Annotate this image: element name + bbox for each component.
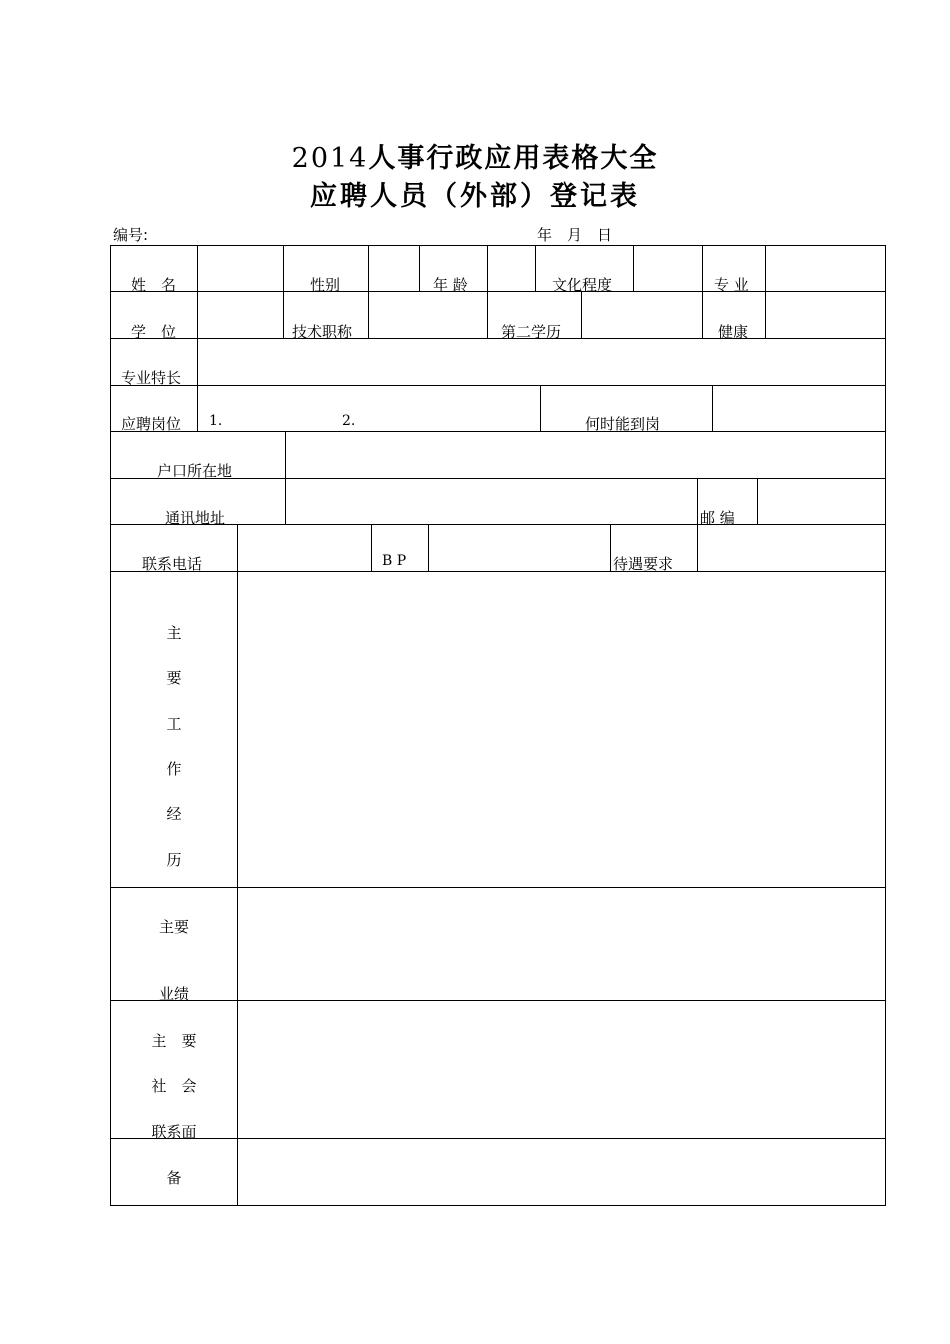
page-title (0, 136, 950, 175)
gender-field[interactable] (369, 246, 418, 291)
title-main: 人事行政应用表格大全 (368, 143, 659, 174)
date-label: 年 月 日 (537, 226, 613, 244)
specialty-field[interactable] (198, 339, 884, 385)
health-label: 健康 (718, 323, 749, 341)
hukou-label: 户口所在地 (157, 462, 233, 480)
social-label-2: 社 会 (151, 1077, 197, 1095)
work-label-char-4: 作 (166, 760, 182, 778)
degree-field[interactable] (198, 292, 282, 338)
technical-title-label: 技术职称 (292, 323, 353, 341)
start-date-label: 何时能到岗 (585, 415, 661, 433)
major-label: 专 业 (714, 276, 749, 294)
technical-title-field[interactable] (369, 292, 486, 338)
specialty-label: 专业特长 (121, 369, 182, 387)
achievements-label-1: 主要 (158, 918, 189, 936)
work-label-char-2: 要 (166, 669, 182, 687)
position-label: 应聘岗位 (121, 415, 182, 433)
postcode-field[interactable] (758, 479, 884, 524)
social-label-3: 联系面 (151, 1123, 197, 1141)
work-label-char-5: 经 (166, 805, 182, 823)
work-label-char-1: 主 (166, 624, 182, 642)
second-degree-label: 第二学历 (501, 323, 562, 341)
position-option-1[interactable]: 1. (209, 413, 223, 429)
remarks-field[interactable] (238, 1139, 884, 1205)
number-label: 编号: (113, 226, 149, 244)
bp-field[interactable] (429, 525, 609, 571)
name-label: 姓 名 (131, 276, 177, 294)
education-field[interactable] (634, 246, 701, 291)
position-option-2[interactable]: 2. (342, 413, 356, 429)
degree-label: 学 位 (131, 323, 177, 341)
remarks-label: 备 (166, 1169, 182, 1187)
social-connections-field[interactable] (238, 1001, 884, 1138)
page-subtitle: 应聘人员（外部）登记表 (310, 181, 640, 212)
work-label-char-3: 工 (166, 715, 182, 733)
achievements-field[interactable] (238, 888, 884, 1000)
second-degree-field[interactable] (582, 292, 701, 338)
start-date-field[interactable] (713, 386, 884, 431)
phone-label: 联系电话 (142, 555, 203, 573)
education-label: 文化程度 (552, 276, 613, 294)
age-label: 年 龄 (433, 276, 468, 294)
achievements-label-2: 业绩 (158, 985, 189, 1003)
age-field[interactable] (488, 246, 534, 291)
major-field[interactable] (766, 246, 884, 291)
bp-label: B P (382, 553, 407, 569)
address-field[interactable] (286, 479, 696, 524)
salary-label: 待遇要求 (613, 555, 674, 573)
social-label-1: 主 要 (151, 1032, 197, 1050)
address-label: 通讯地址 (165, 509, 226, 527)
salary-field[interactable] (698, 525, 884, 571)
gender-label: 性别 (310, 276, 341, 294)
postcode-label: 邮 编 (700, 509, 735, 527)
hukou-field[interactable] (286, 432, 884, 478)
work-label-char-6: 历 (166, 851, 182, 869)
health-field[interactable] (766, 292, 884, 338)
title-year: 2014 (291, 143, 369, 174)
name-field[interactable] (198, 246, 282, 291)
phone-field[interactable] (238, 525, 370, 571)
work-experience-field[interactable] (238, 572, 884, 887)
